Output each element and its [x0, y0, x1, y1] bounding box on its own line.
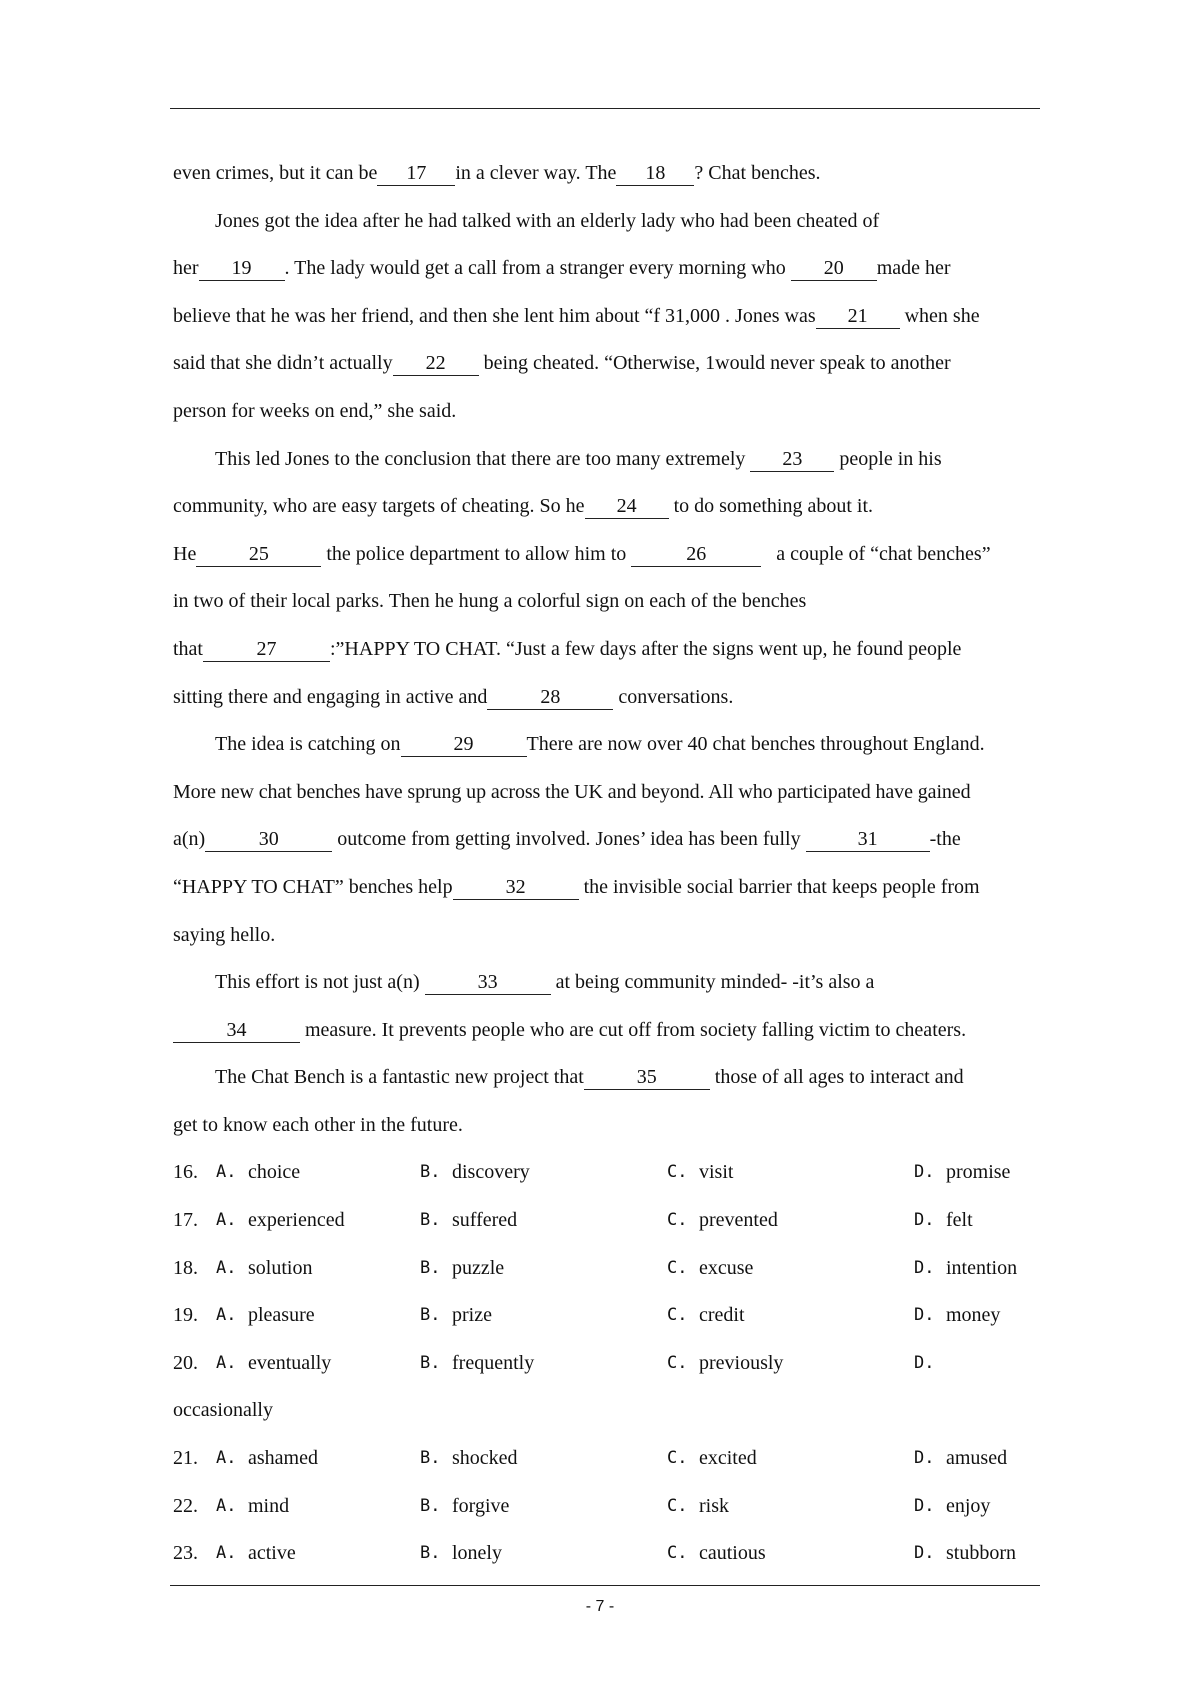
- option-b: [420, 1245, 667, 1293]
- option-a: [173, 1483, 420, 1531]
- option-letter: D.: [914, 1543, 935, 1564]
- blank-34: 34: [173, 1018, 300, 1043]
- blank-28: 28: [487, 685, 613, 710]
- text: at being community minded- -it’s also a: [550, 971, 875, 994]
- option-letter: A.: [216, 1352, 237, 1373]
- option-d: [914, 1530, 1038, 1578]
- option-letter: A.: [216, 1162, 237, 1183]
- option-text: forgive: [452, 1494, 510, 1517]
- text: :”HAPPY TO CHAT. “Just a few days after the signs went up, he found people: [330, 637, 962, 660]
- option-b: [420, 1292, 667, 1340]
- option-a: [173, 1340, 420, 1388]
- option-letter: B.: [420, 1210, 441, 1231]
- option-letter: B.: [420, 1162, 441, 1183]
- option-letter: C.: [667, 1162, 688, 1183]
- text: the police department to allow him to: [321, 542, 632, 565]
- option-letter: B.: [420, 1543, 441, 1564]
- option-text: prevented: [699, 1209, 778, 1232]
- option-row: [173, 1435, 1038, 1483]
- passage-line: [173, 531, 1038, 579]
- blank-24: 24: [585, 494, 669, 519]
- passage-line: [173, 150, 1038, 198]
- option-d: [914, 1483, 1038, 1531]
- text: even crimes, but it can be: [173, 162, 378, 184]
- passage-line: [173, 959, 1038, 1007]
- text: made her: [876, 257, 951, 280]
- text: The Chat Bench is a fantastic new project that: [215, 1066, 584, 1089]
- option-letter: A.: [216, 1543, 237, 1564]
- option-text: enjoy: [946, 1494, 991, 1517]
- text: He: [173, 542, 197, 565]
- text: saying hello.: [173, 923, 276, 946]
- question-number: 16.: [173, 1161, 198, 1184]
- option-c: [667, 1340, 914, 1388]
- option-text: amused: [946, 1447, 1008, 1470]
- text: More new chat benches have sprung up across the UK and beyond. All who participated have gained: [173, 780, 971, 803]
- text: a couple of “chat benches”: [761, 542, 991, 565]
- option-text: money: [946, 1304, 1001, 1327]
- option-d: [914, 1149, 1038, 1197]
- option-a: [173, 1197, 420, 1245]
- header-rule: [170, 108, 1040, 109]
- option-letter: B.: [420, 1305, 441, 1326]
- option-d: [914, 1340, 1038, 1388]
- passage-line: [173, 769, 1038, 817]
- option-b: [420, 1435, 667, 1483]
- text: being cheated. “Otherwise, 1would never speak to another: [478, 352, 951, 375]
- option-b: [420, 1483, 667, 1531]
- text: Jones got the idea after he had talked with an elderly lady who had been cheated of: [215, 209, 880, 232]
- blank-21: 21: [816, 304, 900, 329]
- passage-line: [173, 293, 1038, 341]
- passage-line: [173, 388, 1038, 436]
- option-text: credit: [699, 1304, 745, 1327]
- option-letter: D.: [914, 1210, 935, 1231]
- blank-33: 33: [425, 970, 551, 995]
- passage-line: [173, 626, 1038, 674]
- option-letter: B.: [420, 1495, 441, 1516]
- option-row: [173, 1483, 1038, 1531]
- option-row: [173, 1292, 1038, 1340]
- text: -the: [929, 828, 961, 851]
- blank-25: 25: [196, 542, 321, 567]
- option-letter: C.: [667, 1448, 688, 1469]
- option-text: choice: [248, 1161, 301, 1184]
- option-letter: D.: [914, 1448, 935, 1469]
- passage: [173, 150, 1038, 1578]
- passage-line: [173, 198, 1038, 246]
- option-text: active: [248, 1542, 296, 1565]
- option-text: risk: [699, 1494, 729, 1517]
- option-letter: B.: [420, 1448, 441, 1469]
- blank-35: 35: [584, 1065, 710, 1090]
- option-letter: D.: [914, 1305, 935, 1326]
- blank-31: 31: [806, 827, 930, 852]
- blank-29: 29: [401, 732, 527, 757]
- option-d: [914, 1197, 1038, 1245]
- option-text: pleasure: [248, 1304, 315, 1327]
- text: . The lady would get a call from a stranger every morning who: [284, 257, 791, 280]
- option-wrap: occasionally: [173, 1399, 273, 1422]
- text: sitting there and engaging in active and: [173, 685, 488, 708]
- option-letter: D.: [914, 1257, 935, 1278]
- question-number: 20.: [173, 1351, 198, 1374]
- option-letter: A.: [216, 1305, 237, 1326]
- option-row: [173, 1245, 1038, 1293]
- option-d: [914, 1245, 1038, 1293]
- option-text: shocked: [452, 1447, 518, 1470]
- option-c: [667, 1292, 914, 1340]
- blank-19: 19: [199, 256, 285, 281]
- text: to do something about it.: [668, 495, 873, 518]
- text: conversations.: [613, 685, 734, 708]
- blank-17: 17: [377, 161, 455, 186]
- option-text: eventually: [248, 1351, 332, 1374]
- option-b: [420, 1149, 667, 1197]
- option-letter: A.: [216, 1210, 237, 1231]
- option-letter: D.: [914, 1495, 935, 1516]
- blank-32: 32: [453, 875, 579, 900]
- option-text: excuse: [699, 1256, 754, 1279]
- option-letter: B.: [420, 1352, 441, 1373]
- text: This led Jones to the conclusion that there are too many extremely: [215, 447, 751, 470]
- option-text: suffered: [452, 1209, 518, 1232]
- text: The idea is catching on: [215, 733, 401, 756]
- passage-line: [173, 1007, 1038, 1055]
- option-text: stubborn: [946, 1542, 1016, 1565]
- passage-line: [173, 1102, 1038, 1150]
- option-a: [173, 1530, 420, 1578]
- option-text: experienced: [248, 1209, 345, 1232]
- question-number: 23.: [173, 1542, 198, 1565]
- passage-line: [173, 483, 1038, 531]
- text: This effort is not just a(n): [215, 971, 425, 994]
- text: measure. It prevents people who are cut off from society falling victim to cheaters.: [300, 1018, 967, 1041]
- question-number: 22.: [173, 1494, 198, 1517]
- option-row: [173, 1197, 1038, 1245]
- option-text: solution: [248, 1256, 313, 1279]
- option-a: [173, 1435, 420, 1483]
- option-a: [173, 1245, 420, 1293]
- option-letter: B.: [420, 1257, 441, 1278]
- option-text: prize: [452, 1304, 492, 1327]
- option-a: [173, 1149, 420, 1197]
- option-letter: D.: [914, 1352, 935, 1373]
- passage-line: [173, 912, 1038, 960]
- passage-line: [173, 721, 1038, 769]
- option-b: [420, 1340, 667, 1388]
- option-letter: C.: [667, 1495, 688, 1516]
- question-number: 19.: [173, 1304, 198, 1327]
- option-text: discovery: [452, 1161, 530, 1184]
- option-letter: C.: [667, 1210, 688, 1231]
- text: in two of their local parks. Then he hung a colorful sign on each of the benches: [173, 590, 807, 613]
- question-number: 18.: [173, 1256, 198, 1279]
- passage-line: [173, 245, 1038, 293]
- text: in a clever way. The: [455, 162, 617, 184]
- blank-27: 27: [203, 637, 330, 662]
- text: a(n): [173, 828, 206, 851]
- option-letter: C.: [667, 1305, 688, 1326]
- option-d: [914, 1435, 1038, 1483]
- option-d: [914, 1292, 1038, 1340]
- option-text: frequently: [452, 1351, 535, 1374]
- text: get to know each other in the future.: [173, 1113, 463, 1136]
- passage-line: [173, 340, 1038, 388]
- text: when she: [899, 304, 980, 327]
- footer-rule: [170, 1585, 1040, 1586]
- text: the invisible social barrier that keeps people from: [578, 875, 980, 898]
- option-text: puzzle: [452, 1256, 505, 1279]
- option-text: intention: [946, 1256, 1018, 1279]
- blank-30: 30: [205, 827, 332, 852]
- text: outcome from getting involved. Jones’ idea has been fully: [332, 828, 806, 851]
- blank-26: 26: [631, 542, 761, 567]
- text: that: [173, 637, 203, 660]
- option-text: felt: [946, 1209, 973, 1232]
- option-c: [667, 1435, 914, 1483]
- option-text: promise: [946, 1161, 1011, 1184]
- option-row: [173, 1530, 1038, 1578]
- option-a: [173, 1292, 420, 1340]
- option-text: previously: [699, 1351, 784, 1374]
- passage-line: [173, 1054, 1038, 1102]
- question-number: 17.: [173, 1209, 198, 1232]
- text: There are now over 40 chat benches throughout England.: [526, 733, 985, 756]
- passage-line: [173, 816, 1038, 864]
- text: said that she didn’t actually: [173, 352, 393, 375]
- passage-line: [173, 864, 1038, 912]
- option-letter: A.: [216, 1495, 237, 1516]
- option-letter: D.: [914, 1162, 935, 1183]
- option-letter: A.: [216, 1257, 237, 1278]
- option-b: [420, 1197, 667, 1245]
- blank-18: 18: [616, 161, 694, 186]
- option-row: [173, 1340, 1038, 1388]
- text: those of all ages to interact and: [709, 1066, 964, 1089]
- option-letter: A.: [216, 1448, 237, 1469]
- passage-line: [173, 578, 1038, 626]
- option-text: lonely: [452, 1542, 502, 1565]
- blank-22: 22: [393, 351, 479, 376]
- text: ? Chat benches.: [694, 162, 821, 184]
- text: person for weeks on end,” she said.: [173, 399, 457, 422]
- option-letter: C.: [667, 1352, 688, 1373]
- option-text: visit: [699, 1161, 734, 1184]
- page-number: - 7 -: [585, 1598, 615, 1615]
- option-letter: C.: [667, 1257, 688, 1278]
- blank-23: 23: [750, 447, 834, 472]
- option-b: [420, 1530, 667, 1578]
- option-text: excited: [699, 1447, 757, 1470]
- question-number: 21.: [173, 1447, 198, 1470]
- text: community, who are easy targets of cheating. So he: [173, 495, 585, 518]
- option-c: [667, 1530, 914, 1578]
- passage-line: [173, 436, 1038, 484]
- text: “HAPPY TO CHAT” benches help: [173, 875, 453, 898]
- option-text: mind: [248, 1494, 290, 1517]
- text: people in his: [834, 447, 942, 470]
- passage-line: [173, 674, 1038, 722]
- option-c: [667, 1197, 914, 1245]
- option-letter: C.: [667, 1543, 688, 1564]
- option-row: [173, 1149, 1038, 1197]
- option-text: cautious: [699, 1542, 766, 1565]
- blank-20: 20: [791, 256, 877, 281]
- option-c: [667, 1483, 914, 1531]
- option-c: [667, 1149, 914, 1197]
- options-list: [173, 1149, 1038, 1577]
- option-c: [667, 1245, 914, 1293]
- text: believe that he was her friend, and then she lent him about “f 31,000 . Jones was: [173, 304, 816, 327]
- option-text: ashamed: [248, 1447, 318, 1470]
- text: her: [173, 257, 199, 280]
